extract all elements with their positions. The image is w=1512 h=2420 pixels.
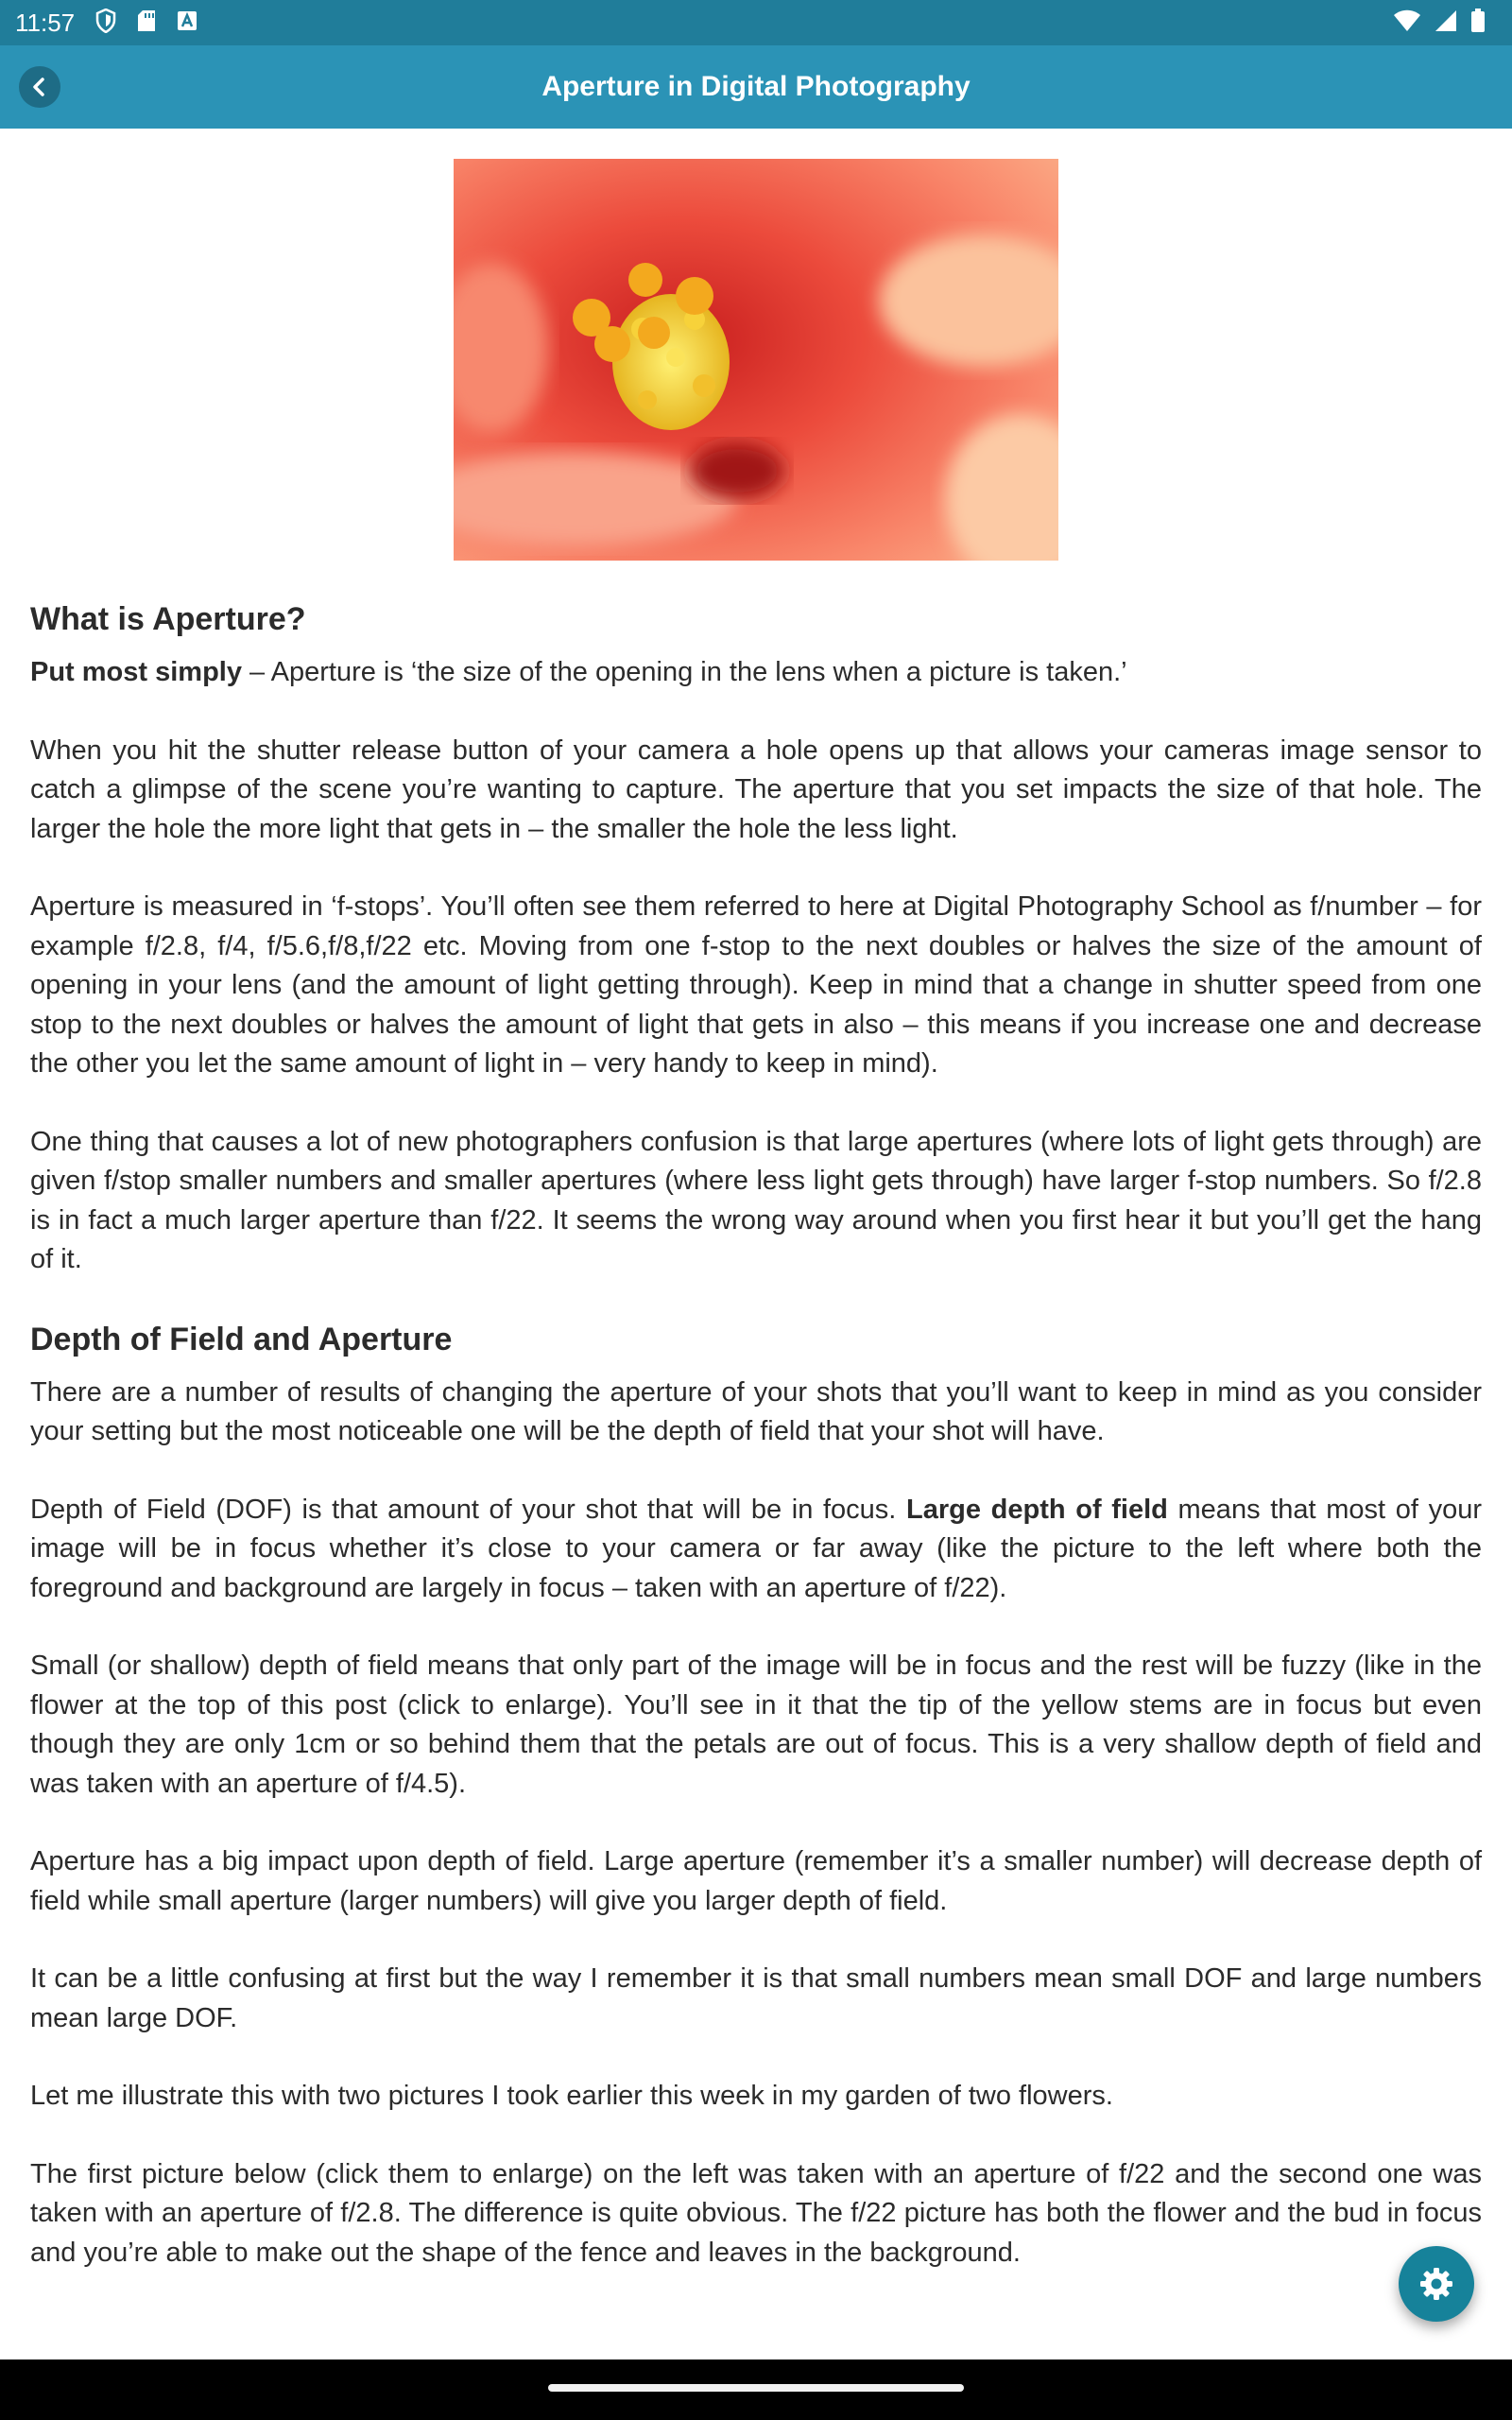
keyboard-a-icon: [177, 10, 198, 36]
paragraph-1-strong: Put most simply: [30, 657, 242, 687]
gear-icon: [1418, 2265, 1455, 2303]
paragraph-6-strong: Large depth of field: [906, 1494, 1168, 1525]
paragraph-3: Aperture is measured in ‘f-stops’. You’ll often see them referred to here at Digital Photography School as f/number – for example f/2.8, f/4, f/5.6,f/8,f/22 etc. Moving from one f-stop to the next doubles or halves the size of the amount of opening in your lens (and the amount of light getting through). Keep in mind that a change in shutter speed from one stop to the next doubles or halves the amount of light that gets in also – this means if you increase one and decrease the other you let the same amount of light in – very handy to keep in mind).: [30, 891, 1482, 1079]
settings-fab[interactable]: [1399, 2246, 1474, 2322]
paragraph-1-text: – Aperture is ‘the size of the opening in the lens when a picture is taken.’: [242, 657, 1127, 687]
wifi-icon: [1393, 9, 1421, 37]
paragraph-6-after: means that most of your image will be in focus whether it’s close to your camera or far away (like the picture to the left where both the foreground and background are largely in focus – taken with an aperture of f/22).: [30, 1494, 1482, 1603]
paragraph-9: It can be a little confusing at first but the way I remember it is that small numbers mean small DOF and large numbers mean large DOF.: [30, 1963, 1482, 2033]
paragraph-8: Aperture has a big impact upon depth of field. Large aperture (remember it’s a smaller number) will decrease depth of field while small aperture (larger numbers) will give you larger depth of field.: [30, 1846, 1482, 1916]
paragraph-1: [30, 653, 1482, 693]
chevron-left-icon: [28, 76, 51, 98]
hero-image[interactable]: [454, 159, 1058, 561]
paragraph-5: There are a number of results of changing the aperture of your shots that you’ll want to keep in mind as you consider your setting but the most noticeable one will be the depth of field that your shot will have.: [30, 1376, 1482, 1446]
app-bar: [0, 45, 1512, 129]
section-heading-dof: Depth of Field and Aperture: [30, 1321, 453, 1357]
paragraph-6-before: Depth of Field (DOF) is that amount of your shot that will be in focus.: [30, 1494, 907, 1525]
paragraph-6: [30, 1491, 1482, 1609]
paragraph-10: Let me illustrate this with two pictures I took earlier this week in my garden of two flowers.: [30, 2081, 1113, 2111]
section-heading-aperture: What is Aperture?: [30, 601, 306, 637]
shield-icon: [95, 9, 116, 38]
sd-card-icon: [137, 9, 156, 37]
battery-icon: [1470, 9, 1486, 38]
article-content: [30, 129, 1482, 2311]
signal-icon: [1435, 9, 1457, 37]
status-time: 11:57: [15, 8, 76, 37]
paragraph-7: Small (or shallow) depth of field means that only part of the image will be in focus and the rest will be fuzzy (like in the flower at the top of this post (click to enlarge). You’ll see in it that the tip of the yellow stems are in focus but even though they are only 1cm or so behind them that the petals are out of focus. This is a very shallow depth of field and was taken with an aperture of f/4.5).: [30, 1651, 1482, 1799]
home-indicator[interactable]: [548, 2384, 964, 2392]
paragraph-11: The first picture below (click them to enlarge) on the left was taken with an aperture of f/22 and the second one was taken with an aperture of f/2.8. The difference is quite obvious. The f/22 picture has both the flower and the bud in focus and you’re able to make out the shape of the fence and leaves in the background.: [30, 2158, 1482, 2268]
page-title: Aperture in Digital Photography: [541, 71, 971, 102]
back-button[interactable]: [19, 66, 60, 108]
status-bar: [0, 0, 1512, 45]
paragraph-4: One thing that causes a lot of new photographers confusion is that large apertures (where lots of light gets through) are given f/stop smaller numbers and smaller apertures (where less light gets through) have larger f-stop numbers. So f/2.8 is in fact a much larger aperture than f/22. It seems the wrong way around when you first hear it but you’ll get the hang of it.: [30, 1126, 1482, 1274]
paragraph-2: When you hit the shutter release button of your camera a hole opens up that allows your cameras image sensor to catch a glimpse of the scene you’re wanting to capture. The aperture that you set impacts the size of that hole. The larger the hole the more light that gets in – the smaller the hole the less light.: [30, 735, 1482, 844]
